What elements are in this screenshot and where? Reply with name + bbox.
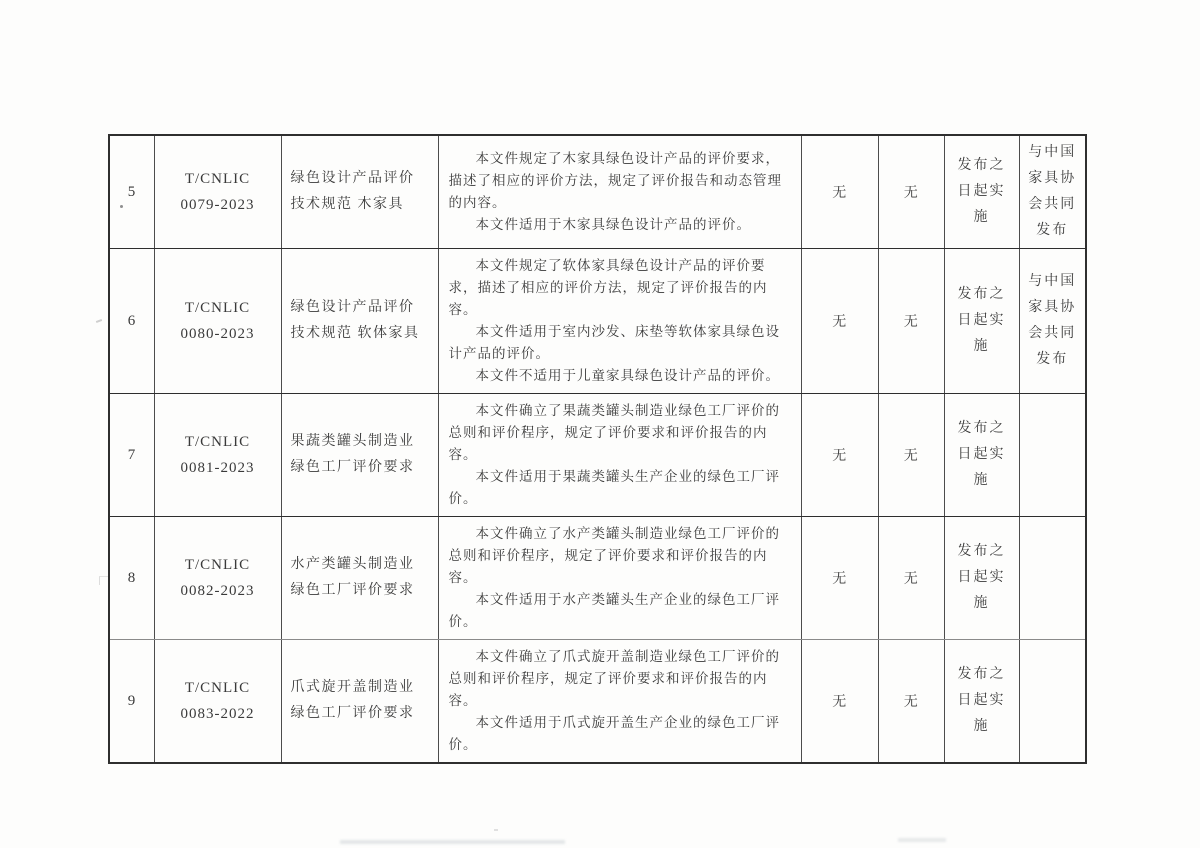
standard-number-line2: 0081-2023 xyxy=(180,460,255,476)
remark: 与中国家具协会共同发布 xyxy=(1019,249,1086,394)
standard-title: 绿色设计产品评价技术规范 软体家具 xyxy=(281,249,438,394)
description-paragraph: 本文件规定了木家具绿色设计产品的评价要求，描述了相应的评价方法，规定了评价报告和动态管理的内容。 xyxy=(448,151,782,210)
standard-number xyxy=(154,394,281,517)
remark: 与中国家具协会共同发布 xyxy=(1019,135,1086,249)
none-field-b: 无 xyxy=(878,249,944,394)
description-paragraph: 本文件确立了水产类罐头制造业绿色工厂评价的总则和评价程序，规定了评价要求和评价报告的内容。 xyxy=(448,526,780,585)
implementation-date: 发布之日起实施 xyxy=(944,135,1019,249)
standard-description xyxy=(438,249,801,394)
standard-number-line1: T/CNLIC xyxy=(184,434,251,450)
none-field-a: 无 xyxy=(801,394,878,517)
row-number: 7 xyxy=(109,394,154,517)
scan-artifact xyxy=(99,576,108,585)
standards-table xyxy=(108,134,1087,764)
standard-number xyxy=(154,249,281,394)
description-paragraph: 本文件适用于木家具绿色设计产品的评价。 xyxy=(475,217,751,232)
implementation-date: 发布之日起实施 xyxy=(944,517,1019,640)
none-field-b: 无 xyxy=(878,394,944,517)
standard-title: 水产类罐头制造业绿色工厂评价要求 xyxy=(281,517,438,640)
description-paragraph: 本文件适用于水产类罐头生产企业的绿色工厂评价。 xyxy=(448,592,780,629)
standard-title: 爪式旋开盖制造业绿色工厂评价要求 xyxy=(281,640,438,764)
row-number: 6 xyxy=(109,249,154,394)
scan-artifact xyxy=(96,319,102,323)
table-row xyxy=(109,135,1086,249)
none-field-a: 无 xyxy=(801,135,878,249)
standard-number-line2: 0083-2022 xyxy=(180,706,255,722)
none-field-a: 无 xyxy=(801,640,878,764)
none-field-b: 无 xyxy=(878,517,944,640)
table-row xyxy=(109,249,1086,394)
standard-number-line1: T/CNLIC xyxy=(184,171,251,187)
standard-description xyxy=(438,394,801,517)
standard-number-line2: 0082-2023 xyxy=(180,583,255,599)
standard-number xyxy=(154,517,281,640)
implementation-date: 发布之日起实施 xyxy=(944,394,1019,517)
scan-artifact xyxy=(494,829,498,831)
standard-title: 绿色设计产品评价技术规范 木家具 xyxy=(281,135,438,249)
scan-artifact xyxy=(340,840,565,844)
standard-number xyxy=(154,135,281,249)
description-paragraph: 本文件不适用于儿童家具绿色设计产品的评价。 xyxy=(475,368,780,383)
standard-description xyxy=(438,135,801,249)
remark xyxy=(1019,640,1086,764)
standard-number xyxy=(154,640,281,764)
description-paragraph: 本文件适用于果蔬类罐头生产企业的绿色工厂评价。 xyxy=(448,469,780,506)
standard-description xyxy=(438,517,801,640)
description-paragraph: 本文件适用于室内沙发、床垫等软体家具绿色设计产品的评价。 xyxy=(448,324,780,361)
standard-description xyxy=(438,640,801,764)
implementation-date: 发布之日起实施 xyxy=(944,249,1019,394)
description-paragraph: 本文件适用于爪式旋开盖生产企业的绿色工厂评价。 xyxy=(448,715,780,752)
remark xyxy=(1019,394,1086,517)
standard-number-line1: T/CNLIC xyxy=(184,300,251,316)
standard-number-line1: T/CNLIC xyxy=(184,557,251,573)
none-field-b: 无 xyxy=(878,640,944,764)
row-number: 5 xyxy=(109,135,154,249)
none-field-b: 无 xyxy=(878,135,944,249)
remark xyxy=(1019,517,1086,640)
none-field-a: 无 xyxy=(801,249,878,394)
scan-artifact xyxy=(898,838,946,842)
standard-title: 果蔬类罐头制造业绿色工厂评价要求 xyxy=(281,394,438,517)
description-paragraph: 本文件确立了果蔬类罐头制造业绿色工厂评价的总则和评价程序，规定了评价要求和评价报告的内容。 xyxy=(448,403,780,462)
standard-number-line1: T/CNLIC xyxy=(184,680,251,696)
description-paragraph: 本文件规定了软体家具绿色设计产品的评价要求，描述了相应的评价方法，规定了评价报告的内容。 xyxy=(448,258,768,317)
row-number: 9 xyxy=(109,640,154,764)
description-paragraph: 本文件确立了爪式旋开盖制造业绿色工厂评价的总则和评价程序，规定了评价要求和评价报告的内容。 xyxy=(448,649,780,708)
table-row xyxy=(109,640,1086,764)
standard-number-line2: 0079-2023 xyxy=(180,197,255,213)
row-number: 8 xyxy=(109,517,154,640)
implementation-date: 发布之日起实施 xyxy=(944,640,1019,764)
table-row xyxy=(109,517,1086,640)
standard-number-line2: 0080-2023 xyxy=(180,326,255,342)
table-row xyxy=(109,394,1086,517)
none-field-a: 无 xyxy=(801,517,878,640)
